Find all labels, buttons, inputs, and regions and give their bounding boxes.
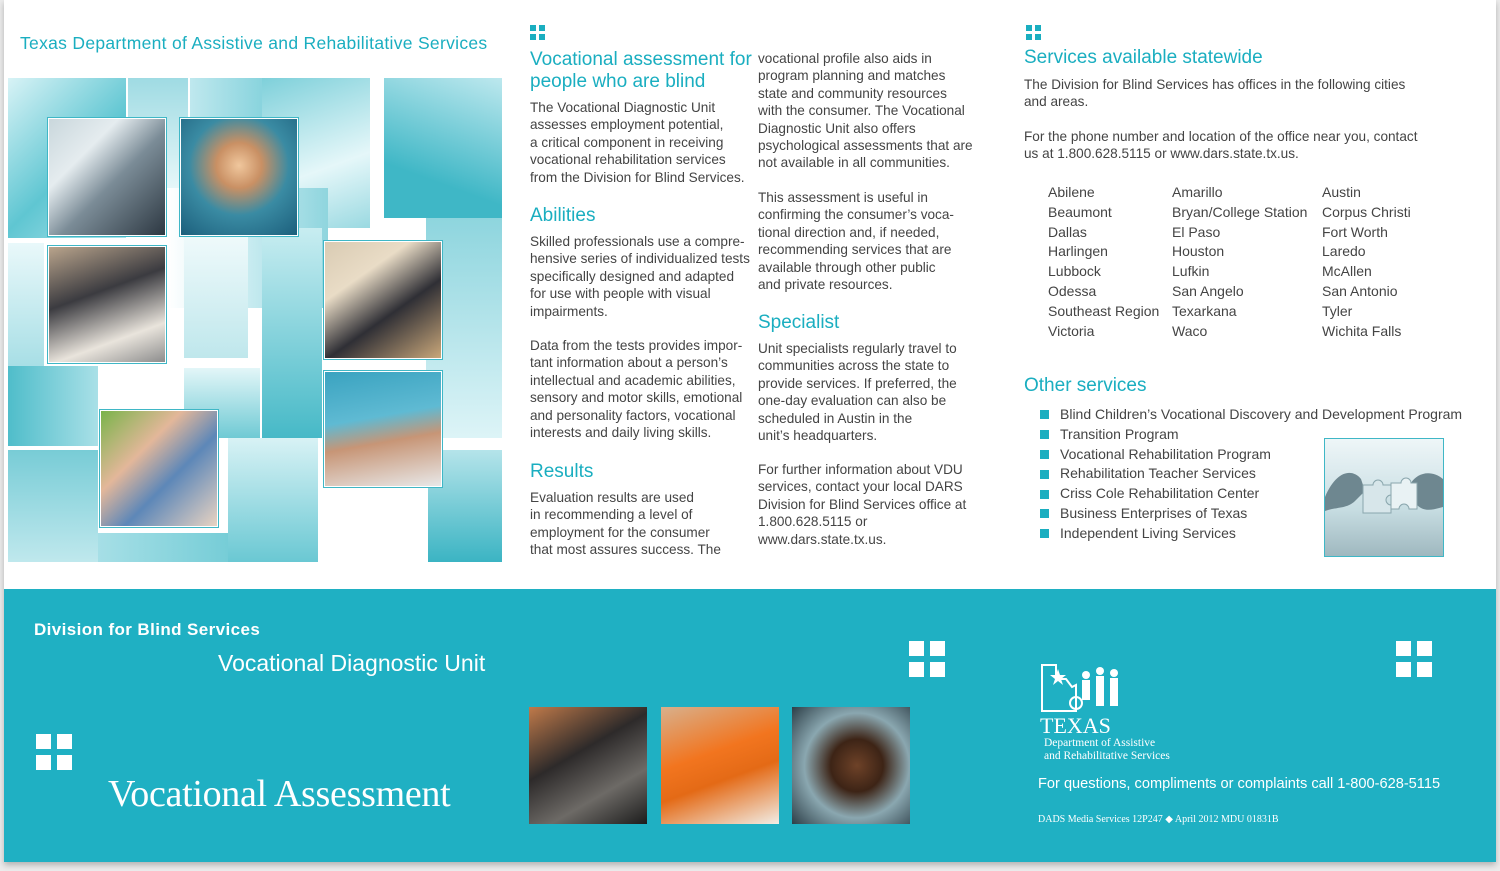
city-item: Waco (1172, 322, 1208, 339)
services-statewide-heading: Services available statewide (1024, 47, 1263, 68)
statewide-paragraph-2: For the phone number and location of the office near you, contact us at 1.800.628.5115 or www.dars.state.tx.us. (1024, 129, 1418, 162)
cover-band (4, 589, 1496, 862)
agency-header: Texas Department of Assistive and Rehabilitative Services (20, 33, 488, 53)
city-item: Lufkin (1172, 263, 1210, 280)
city-item: Dallas (1048, 223, 1087, 240)
photo-office-meeting (324, 241, 442, 359)
photo-computer-user (48, 118, 166, 236)
photo-hand-on-braille (324, 371, 442, 487)
vocational-profile-paragraph: vocational profile also aids in program planning and matches state and community resources with the consumer. The Vocational Diagnostic Unit also offers psychological assessments that are not available in all communities. (758, 51, 973, 171)
city-list-column-1 (1048, 183, 1159, 341)
unit-title: Vocational Diagnostic Unit (218, 650, 486, 676)
texas-dars-logo-icon (1040, 663, 1126, 713)
grid-square-icon (36, 734, 72, 770)
brochure-sheet (4, 0, 1496, 862)
logo-dept-line-1: Department of Assistive (1044, 737, 1156, 749)
logo-dept-line-2: and Rehabilitative Services (1044, 750, 1170, 762)
bullet-square-icon (1040, 509, 1049, 518)
bullet-square-icon (1040, 490, 1049, 499)
city-item: El Paso (1172, 223, 1221, 240)
photo-mechanic-student (529, 707, 647, 824)
other-services-heading: Other services (1024, 375, 1147, 396)
results-heading: Results (530, 461, 594, 482)
city-item: McAllen (1322, 263, 1372, 280)
service-item: Independent Living Services (1040, 524, 1462, 544)
further-info-paragraph: For further information about VDU services, contact your local DARS Division for Blind Services office at 1.800.628.5115 or www.dars.state.tx.us. (758, 462, 967, 547)
grid-square-icon (909, 641, 945, 677)
service-item: Blind Children’s Vocational Discovery and Development Program (1040, 405, 1462, 425)
bullet-square-icon (1040, 410, 1049, 419)
city-item: Abilene (1048, 184, 1095, 200)
photo-woman-with-guide-dog (180, 118, 298, 236)
bullet-square-icon (1040, 450, 1049, 459)
intro-paragraph: The Vocational Diagnostic Unit assesses employment potential, a critical component in receiving vocational rehabilitation services from the Division for Blind Services. (530, 100, 745, 185)
city-item: Lubbock (1048, 263, 1101, 280)
diamond-icon: ◆ (1165, 814, 1173, 825)
city-item: Odessa (1048, 282, 1097, 299)
city-item: Beaumont (1048, 203, 1112, 220)
abilities-paragraph-2: Data from the tests provides impor- tant information about a person’s intellectual and academic abilities, sensory and motor skills, emotional and personality factors, vocational interests and daily living skills. (530, 338, 743, 441)
city-item: Harlingen (1048, 243, 1108, 260)
service-item: Rehabilitation Teacher Services (1040, 464, 1462, 484)
city-item: San Antonio (1322, 282, 1398, 299)
service-item: Vocational Rehabilitation Program (1040, 445, 1462, 465)
photo-student-writing (661, 707, 779, 824)
abilities-paragraph-1: Skilled professionals use a compre- hensive series of individualized tests specifically designed and adapted for use with people with visual impairments. (530, 234, 750, 319)
results-paragraph: Evaluation results are used in recommending a level of employment for the consumer that most assures success. The (530, 490, 721, 558)
contact-line: For questions, compliments or complaints call 1-800-628-5115 (1038, 776, 1441, 792)
puzzle-hands-photo (1324, 438, 1444, 557)
photo-collage (8, 78, 502, 562)
city-item: Amarillo (1172, 184, 1223, 200)
photo-braille-typing (48, 246, 166, 363)
city-item: Wichita Falls (1322, 322, 1402, 339)
specialist-paragraph: Unit specialists regularly travel to communities across the state to provide services. If preferred, the one-day evaluation can also be scheduled in Austin in the unit’s headquarters. (758, 341, 957, 444)
grid-square-icon (530, 25, 545, 40)
city-item: Southeast Region (1048, 302, 1160, 319)
logo-state-name: TEXAS (1040, 713, 1111, 738)
city-item: Bryan/College Station (1172, 203, 1308, 220)
city-item: Corpus Christi (1322, 203, 1411, 220)
city-item: San Angelo (1172, 282, 1244, 299)
city-item: Laredo (1322, 243, 1366, 260)
city-item: Texarkana (1172, 302, 1237, 319)
city-item: Austin (1322, 184, 1361, 200)
grid-square-icon (1026, 25, 1041, 40)
city-item: Fort Worth (1322, 223, 1388, 240)
photo-radio-host (792, 707, 910, 824)
assessment-useful-paragraph: This assessment is useful in confirming the consumer’s voca- tional direction and, if needed, recommending services that are available through other public and private resources. (758, 190, 954, 293)
cover-main-title: Vocational Assessment (108, 773, 451, 815)
city-item: Victoria (1048, 322, 1095, 339)
city-list-column-2 (1172, 183, 1307, 341)
city-list-column-3 (1322, 183, 1411, 341)
vocational-assessment-heading: Vocational assessment for people who are blind (530, 49, 752, 92)
grid-square-icon (1396, 641, 1432, 677)
service-item: Transition Program (1040, 425, 1462, 445)
photo-children-therapy (100, 410, 218, 527)
abilities-heading: Abilities (530, 205, 596, 226)
bullet-square-icon (1040, 470, 1049, 479)
division-title: Division for Blind Services (34, 620, 261, 639)
service-item: Criss Cole Rehabilitation Center (1040, 484, 1462, 504)
footer-codes (1038, 814, 1279, 825)
puzzle-pieces-icon (1325, 439, 1443, 556)
footer-code: DADS Media Services 12P247 (1038, 814, 1163, 825)
statewide-paragraph-1: The Division for Blind Services has offices in the following cities and areas. (1024, 77, 1406, 110)
bullet-square-icon (1040, 529, 1049, 538)
service-item: Business Enterprises of Texas (1040, 504, 1462, 524)
footer-date: April 2012 MDU 01831B (1174, 814, 1279, 825)
specialist-heading: Specialist (758, 312, 840, 333)
city-item: Tyler (1322, 302, 1353, 319)
bullet-square-icon (1040, 430, 1049, 439)
city-item: Houston (1172, 243, 1225, 260)
